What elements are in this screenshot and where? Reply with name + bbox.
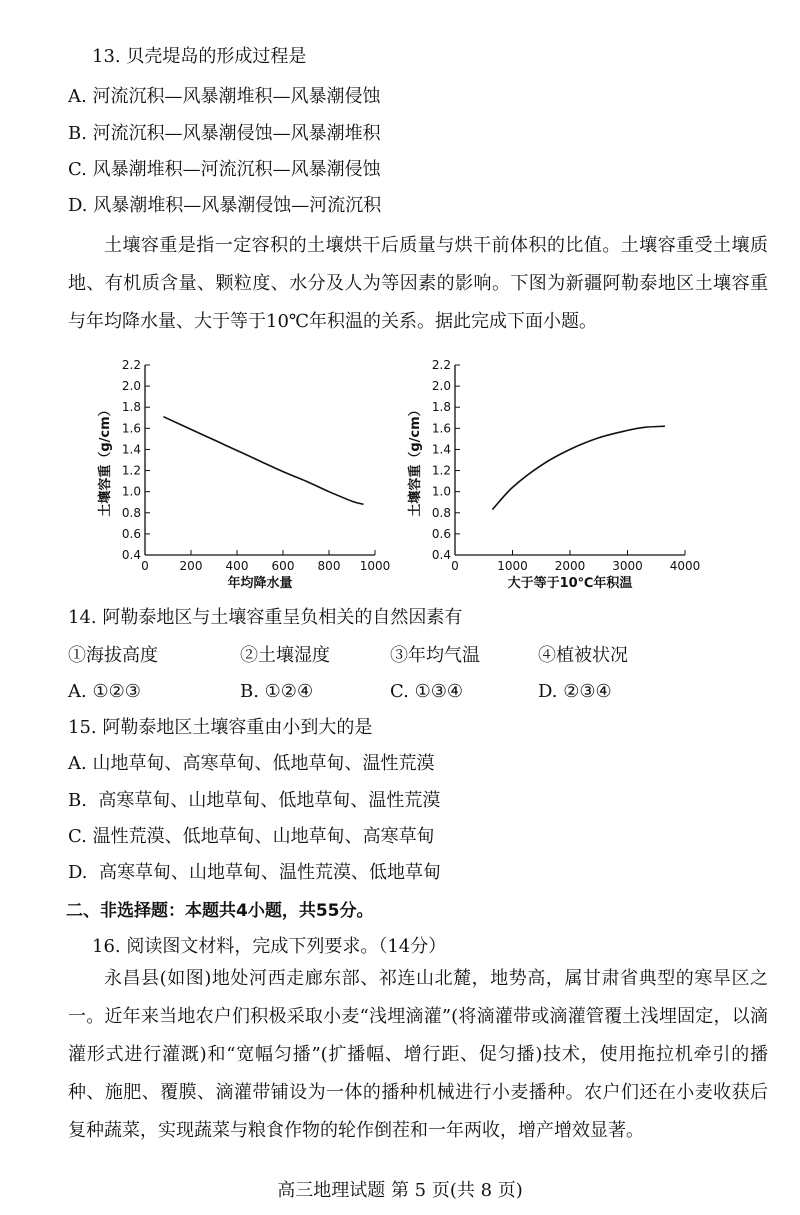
y-tick-label: 1.6: [121, 421, 141, 436]
q14-stem: 14. 阿勒泰地区与土壤容重呈负相关的自然因素有: [68, 607, 463, 628]
q13-option-b: B. 河流沉积—风暴潮侵蚀—风暴潮堆积: [68, 123, 381, 144]
y-axis-label: 土壤容重（g/cm）: [408, 403, 423, 517]
y-tick-label: 0.4: [121, 548, 141, 562]
y-tick-label: 1.4: [431, 442, 451, 457]
q14-option-d: D. ②③④: [538, 681, 612, 702]
y-tick-label: 0.6: [121, 526, 141, 541]
page-footer: 高三地理试题 第 5 页(共 8 页): [277, 1180, 523, 1201]
q15-option-d: D. 高寒草甸、山地草甸、温性荒漠、低地草甸: [68, 862, 441, 883]
q14-factor-1: ①海拔高度: [68, 645, 158, 666]
q16-passage: [68, 960, 768, 1150]
q13-option-a: A. 河流沉积—风暴潮堆积—风暴潮侵蚀: [68, 86, 381, 107]
x-tick-label: 800: [317, 559, 341, 573]
q13-option-c: C. 风暴潮堆积—河流沉积—风暴潮侵蚀: [68, 159, 381, 180]
q16-stem: 16. 阅读图文材料，完成下列要求。（14分）: [92, 936, 447, 957]
x-axis-label: 年均降水量: [227, 576, 293, 590]
x-tick-label: 200: [179, 559, 203, 573]
y-tick-label: 1.4: [121, 442, 141, 457]
x-tick-label: 400: [225, 559, 249, 573]
y-tick-label: 2.2: [121, 358, 141, 372]
y-tick-label: 0.4: [431, 548, 451, 562]
passage-soil-density-text: 土壤容重是指一定容积的土壤烘干后质量与烘干前体积的比值。土壤容重受土壤质地、有机质含量、颗粒度、水分及人为等因素的影响。下图为新疆阿勒泰地区土壤容重与年均降水量、大于等于10℃年积温的关系。据此完成下面小题。: [68, 235, 768, 332]
x-tick-label: 0: [141, 559, 149, 573]
q15-option-a: A. 山地草甸、高寒草甸、低地草甸、温性荒漠: [68, 753, 435, 774]
section-2-heading: 二、非选择题：本题共4小题，共55分。: [66, 901, 374, 921]
y-tick-label: 2.2: [431, 358, 451, 372]
x-tick-label: 0: [451, 559, 459, 573]
y-tick-label: 1.2: [121, 463, 141, 478]
y-tick-label: 1.6: [431, 421, 451, 436]
x-tick-label: 3000: [612, 559, 643, 573]
y-tick-label: 1.0: [431, 484, 451, 499]
q15-option-c: C. 温性荒漠、低地草甸、山地草甸、高寒草甸: [68, 826, 435, 847]
q13-option-d: D. 风暴潮堆积—风暴潮侵蚀—河流沉积: [68, 195, 382, 216]
chart-accumulated-temperature: [400, 345, 700, 590]
q16-passage-text: 永昌县(如图)地处河西走廊东部、祁连山北麓，地势高，属甘肃省典型的寒旱区之一。近年来当地农户们积极采取小麦“浅埋滴灌”(将滴灌带或滴灌管覆土浅埋固定，以滴灌形式进行灌溉)和“宽幅匀播”(扩播幅、增行距、促匀播)技术，使用拖拉机牵引的播种、施肥、覆膜、滴灌带铺设为一体的播种机械进行小麦播种。农户们还在小麦收获后复种蔬菜，实现蔬菜与粮食作物的轮作倒茬和一年两收，增产增效显著。: [68, 968, 768, 1141]
y-tick-label: 2.0: [121, 379, 141, 394]
y-tick-label: 1.0: [121, 484, 141, 499]
y-tick-label: 1.2: [431, 463, 451, 478]
q14-option-a: A. ①②③: [68, 681, 141, 702]
q15-option-b: B. 高寒草甸、山地草甸、低地草甸、温性荒漠: [68, 790, 441, 811]
q14-option-b: B. ①②④: [240, 681, 314, 702]
x-tick-label: 1000: [359, 559, 390, 573]
x-tick-label: 1000: [497, 559, 528, 573]
x-tick-label: 600: [271, 559, 295, 573]
y-tick-label: 0.8: [431, 505, 451, 520]
x-tick-label: 2000: [554, 559, 586, 573]
chart-precipitation: [90, 345, 390, 590]
series-line: [492, 426, 665, 509]
q13-stem: 13. 贝壳堤岛的形成过程是: [92, 46, 307, 67]
x-axis-label: 大于等于10℃年积温: [507, 576, 633, 590]
q14-option-c: C. ①③④: [390, 681, 463, 702]
y-tick-label: 0.6: [431, 526, 451, 541]
y-tick-label: 1.8: [431, 400, 451, 415]
y-tick-label: 0.8: [121, 505, 141, 520]
x-tick-label: 4000: [669, 559, 700, 573]
q14-factor-3: ③年均气温: [390, 645, 480, 666]
series-line: [163, 417, 363, 505]
y-axis-label: 土壤容重（g/cm）: [98, 403, 113, 517]
passage-soil-density: [68, 227, 768, 341]
q14-factor-2: ②土壤湿度: [240, 645, 330, 666]
q15-stem: 15. 阿勒泰地区土壤容重由小到大的是: [68, 717, 373, 738]
q14-factor-4: ④植被状况: [538, 645, 628, 666]
y-tick-label: 1.8: [121, 400, 141, 415]
y-tick-label: 2.0: [431, 379, 451, 394]
